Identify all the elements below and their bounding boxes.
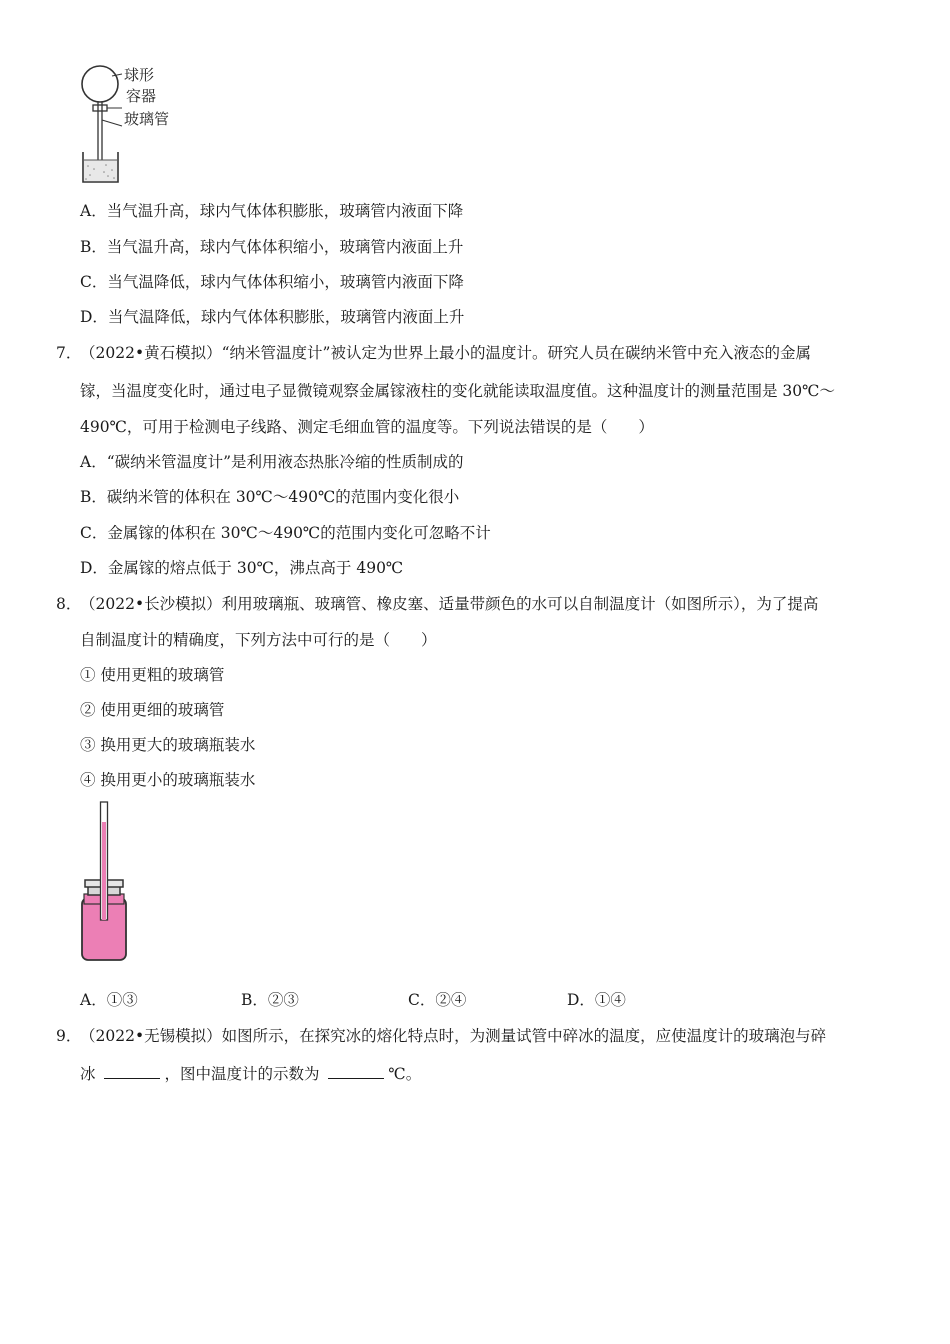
q8-item-1: ① 使用更粗的玻璃管 [80, 666, 225, 684]
q7-stem-line-3: 490℃，可用于检测电子线路、测定毛细血管的温度等。下列说法错误的是（ ） [80, 418, 654, 436]
q9-stem-line-1: （2022•无锡模拟）如图所示，在探究冰的熔化特点时，为测量试管中碎冰的温度，应使温度计的玻璃泡与碎 [80, 1027, 827, 1045]
q8-number: 8． [56, 595, 82, 613]
q9-number: 9． [56, 1027, 82, 1045]
q8-item-3: ③ 换用更大的玻璃瓶装水 [80, 736, 256, 754]
bulb-thermometer-diagram [76, 60, 186, 186]
q9-text-part-1: 冰 [80, 1065, 96, 1083]
q7-option-a: A．“碳纳米管温度计”是利用液态热胀冷缩的性质制成的 [80, 453, 464, 471]
q9-text-part-2: ，图中温度计的示数为 [164, 1065, 320, 1083]
q7-stem-line-1: （2022•黄石模拟）“纳米管温度计”被认定为世界上最小的温度计。研究人员在碳纳米管中充入液态的金属 [80, 344, 811, 362]
q8-choice-b: B．②③ [241, 991, 299, 1009]
q9-answer-blank-1[interactable] [104, 1064, 160, 1079]
bottle-thermometer-diagram [76, 800, 136, 966]
q7-number: 7． [56, 344, 82, 362]
q8-item-4: ④ 换用更小的玻璃瓶装水 [80, 771, 256, 789]
q6-option-d: D．当气温降低，球内气体体积膨胀，玻璃管内液面上升 [80, 308, 465, 326]
q7-stem-line-2: 镓，当温度变化时，通过电子显微镜观察金属镓液柱的变化就能读取温度值。这种温度计的测量范围是 30℃～ [80, 382, 835, 400]
q7-option-c: C．金属镓的体积在 30℃～490℃的范围内变化可忽略不计 [80, 524, 491, 542]
figure-bottle-thermometer [76, 800, 136, 966]
q9-stem-line-2 [80, 1062, 421, 1084]
q7-option-d: D．金属镓的熔点低于 30℃，沸点高于 490℃ [80, 559, 404, 577]
q8-choice-c: C．②④ [408, 991, 467, 1009]
glass-bulb [82, 66, 118, 102]
stopper [93, 105, 107, 111]
q8-item-2: ② 使用更细的玻璃管 [80, 701, 225, 719]
liquid-column [102, 822, 106, 920]
label-bulb-1: 球形 [124, 66, 155, 84]
q9-answer-blank-2[interactable] [328, 1064, 384, 1079]
q9-text-part-3: ℃。 [388, 1065, 422, 1083]
label-bulb-2: 容器 [126, 87, 157, 105]
q7-option-b: B．碳纳米管的体积在 30℃～490℃的范围内变化很小 [80, 488, 460, 506]
q8-choice-a: A．①③ [80, 991, 138, 1009]
label-glass-tube: 玻璃管 [124, 110, 170, 128]
figure-bulb-thermometer [76, 60, 186, 186]
q6-option-b: B．当气温升高，球内气体体积缩小，玻璃管内液面上升 [80, 238, 464, 256]
q8-stem-line-1: （2022•长沙模拟）利用玻璃瓶、玻璃管、橡皮塞、适量带颜色的水可以自制温度计（如图所示），为了提高 [80, 595, 819, 613]
q6-option-c: C．当气温降低，球内气体体积缩小，玻璃管内液面下降 [80, 273, 464, 291]
q8-stem-line-2: 自制温度计的精确度，下列方法中可行的是（ ） [80, 631, 437, 649]
q8-choice-d: D．①④ [567, 991, 626, 1009]
q6-option-a: A．当气温升高，球内气体体积膨胀，玻璃管内液面下降 [80, 202, 464, 220]
